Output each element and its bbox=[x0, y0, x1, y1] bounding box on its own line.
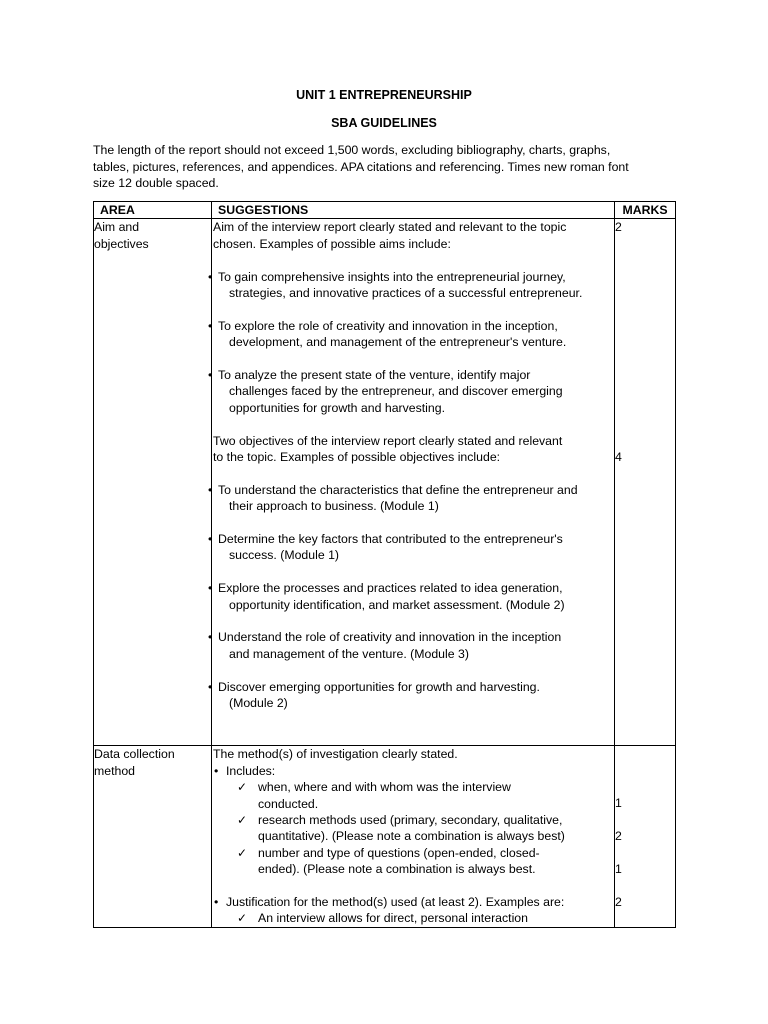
text-line: To gain comprehensive insights into the entrepreneurial journey, bbox=[218, 269, 566, 284]
intro-line: size 12 double spaced. bbox=[93, 176, 219, 190]
text-line: Understand the role of creativity and innovation in the inception bbox=[218, 630, 562, 645]
justification-item bbox=[214, 894, 614, 910]
objectives-intro bbox=[212, 433, 614, 466]
header-marks: MARKS bbox=[615, 202, 676, 219]
text-line: success. (Module 1) bbox=[229, 548, 340, 563]
check-item bbox=[212, 910, 614, 926]
aim-bullet bbox=[208, 318, 614, 351]
intro-line: The length of the report should not exceed 1,500 words, excluding bibliography, charts, graphs, bbox=[93, 143, 611, 157]
bullet-icon: • bbox=[214, 895, 219, 910]
aim-bullet bbox=[208, 269, 614, 302]
table-header-row bbox=[94, 202, 676, 219]
area-label-line: objectives bbox=[94, 236, 149, 251]
text-line: number and type of questions (open-ended, closed- bbox=[258, 845, 540, 860]
bullet-icon: • bbox=[208, 368, 213, 383]
marks-cell bbox=[615, 746, 676, 927]
text-line: their approach to business. (Module 1) bbox=[229, 499, 439, 514]
bullet-icon: • bbox=[208, 269, 213, 284]
bullet-icon: • bbox=[208, 482, 213, 497]
area-label-line: method bbox=[94, 763, 136, 778]
area-cell bbox=[94, 746, 212, 927]
text-line: To analyze the present state of the venture, identify major bbox=[218, 368, 531, 383]
aim-intro bbox=[212, 219, 614, 252]
text-line: challenges faced by the entrepreneur, and discover emerging bbox=[229, 384, 563, 399]
objective-bullet bbox=[208, 629, 614, 662]
bullet-icon: • bbox=[214, 763, 219, 778]
check-item bbox=[212, 812, 614, 845]
objective-bullet bbox=[208, 531, 614, 564]
text-line: Justification for the method(s) used (at least 2). Examples are: bbox=[226, 895, 565, 910]
method-line: The method(s) of investigation clearly stated. bbox=[213, 747, 458, 762]
text-line: conducted. bbox=[258, 796, 319, 811]
intro-line: tables, pictures, references, and appendices. APA citations and referencing. Times new roman font bbox=[93, 159, 629, 174]
document-title: UNIT 1 ENTREPRENEURSHIP bbox=[296, 88, 472, 102]
text-line: quantitative). (Please note a combination is always best) bbox=[258, 829, 565, 844]
text-line: To understand the characteristics that define the entrepreneur and bbox=[218, 482, 578, 497]
text-line: development, and management of the entrepreneur's venture. bbox=[229, 335, 567, 350]
text-line: (Module 2) bbox=[229, 696, 288, 711]
header-suggestions: SUGGESTIONS bbox=[212, 202, 615, 219]
guidelines-table bbox=[93, 201, 676, 928]
suggestions-cell bbox=[208, 219, 615, 746]
area-label-line: Data collection bbox=[94, 747, 175, 762]
text-line: Discover emerging opportunities for growth and harvesting. bbox=[218, 679, 540, 694]
checkmark-icon: ✓ bbox=[237, 780, 248, 795]
text-line: Two objectives of the interview report clearly stated and relevant bbox=[213, 433, 563, 448]
check-item bbox=[212, 779, 614, 812]
text-line: when, where and with whom was the interview bbox=[258, 780, 511, 795]
text-line: opportunities for growth and harvesting. bbox=[229, 400, 446, 415]
text-line: Includes: bbox=[226, 763, 276, 778]
suggestions-cell bbox=[212, 746, 615, 927]
text-line: chosen. Examples of possible aims include: bbox=[213, 236, 451, 251]
bullet-icon: • bbox=[208, 532, 213, 547]
text-line: to the topic. Examples of possible objectives include: bbox=[213, 450, 501, 465]
bullet-icon: • bbox=[208, 581, 213, 596]
text-line: research methods used (primary, secondary, qualitative, bbox=[258, 813, 563, 828]
checkmark-icon: ✓ bbox=[237, 845, 248, 860]
header-area: AREA bbox=[94, 202, 212, 219]
text-line: strategies, and innovative practices of a successful entrepreneur. bbox=[229, 286, 583, 301]
aim-bullet bbox=[208, 367, 614, 416]
area-cell bbox=[94, 219, 212, 746]
text-line: Determine the key factors that contributed to the entrepreneur's bbox=[218, 532, 563, 547]
text-line: An interview allows for direct, personal interaction bbox=[258, 911, 528, 926]
mark-value: 1 bbox=[615, 862, 622, 877]
text-line: opportunity identification, and market assessment. (Module 2) bbox=[229, 597, 565, 612]
text-line: Explore the processes and practices related to idea generation, bbox=[218, 581, 563, 596]
area-label-line: Aim and bbox=[94, 220, 140, 235]
table-row-data-collection bbox=[94, 746, 676, 927]
text-line: To explore the role of creativity and innovation in the inception, bbox=[218, 318, 558, 333]
mark-value: 1 bbox=[615, 796, 622, 811]
includes-item bbox=[214, 763, 614, 779]
bullet-icon: • bbox=[208, 630, 213, 645]
check-item bbox=[212, 845, 614, 878]
checkmark-icon: ✓ bbox=[237, 911, 248, 926]
text-line: Aim of the interview report clearly stated and relevant to the topic bbox=[213, 220, 567, 235]
objective-bullet bbox=[208, 580, 614, 613]
checkmark-icon: ✓ bbox=[237, 813, 248, 828]
document-subtitle: SBA GUIDELINES bbox=[331, 116, 437, 130]
objective-bullet bbox=[208, 482, 614, 515]
objective-bullet bbox=[208, 679, 614, 712]
mark-value: 2 bbox=[615, 829, 622, 844]
text-line: and management of the venture. (Module 3) bbox=[229, 646, 469, 661]
text-line: ended). (Please note a combination is always best. bbox=[258, 862, 536, 877]
marks-cell bbox=[615, 219, 676, 746]
mark-value: 2 bbox=[615, 220, 622, 235]
bullet-icon: • bbox=[208, 318, 213, 333]
intro-paragraph bbox=[93, 142, 678, 192]
bullet-icon: • bbox=[208, 679, 213, 694]
mark-value: 4 bbox=[615, 450, 622, 465]
table-row-aim-objectives bbox=[94, 219, 676, 746]
mark-value: 2 bbox=[615, 895, 622, 910]
